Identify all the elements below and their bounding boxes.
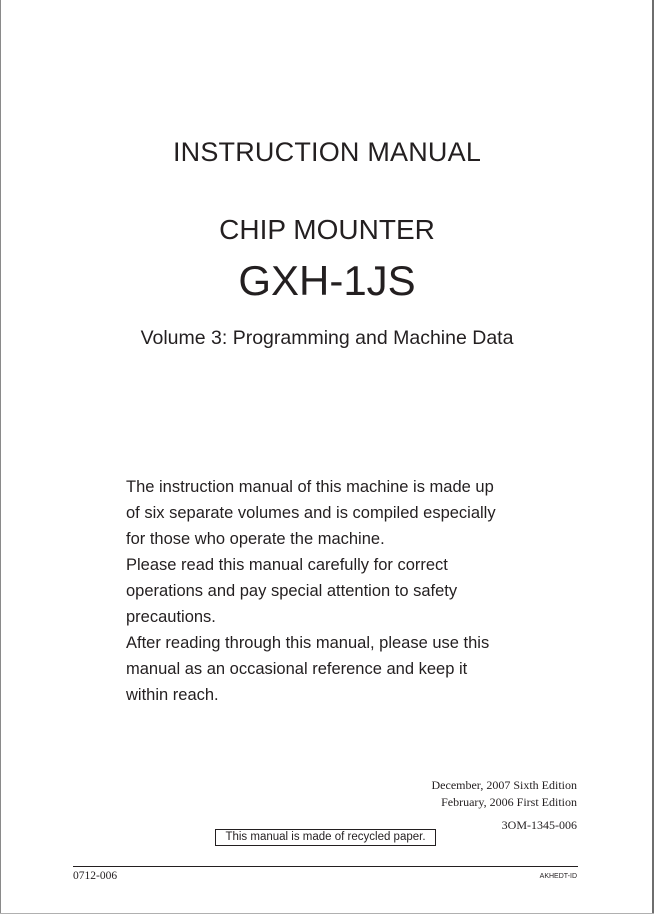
intro-paragraph [126, 474, 546, 708]
intro-line: within reach. [126, 686, 219, 704]
model-number: GXH-1JS [238, 257, 416, 304]
intro-line: for those who operate the machine. [126, 530, 385, 548]
intro-line: manual as an occasional reference and keep it [126, 660, 468, 678]
intro-line: of six separate volumes and is compiled especially [126, 504, 496, 522]
footer-code-left: 0712-006 [73, 870, 118, 882]
intro-line: precautions. [126, 608, 216, 626]
intro-line: operations and pay special attention to safety [126, 582, 458, 600]
document-number: 3OM-1345-006 [501, 818, 577, 832]
footer-code-right: AKHEDT-ID [539, 873, 577, 880]
intro-line: The instruction manual of this machine is made up [126, 478, 494, 496]
edition-first: February, 2006 First Edition [441, 795, 577, 809]
edition-latest: December, 2007 Sixth Edition [431, 778, 577, 792]
manual-title: INSTRUCTION MANUAL [172, 137, 482, 167]
footer-divider [73, 866, 578, 867]
intro-line: After reading through this manual, please use this [126, 634, 490, 652]
product-name: CHIP MOUNTER [219, 214, 435, 245]
volume-subtitle: Volume 3: Programming and Machine Data [140, 327, 514, 349]
recycled-paper-notice: This manual is made of recycled paper. [215, 829, 436, 846]
intro-line: Please read this manual carefully for correct [126, 556, 448, 574]
